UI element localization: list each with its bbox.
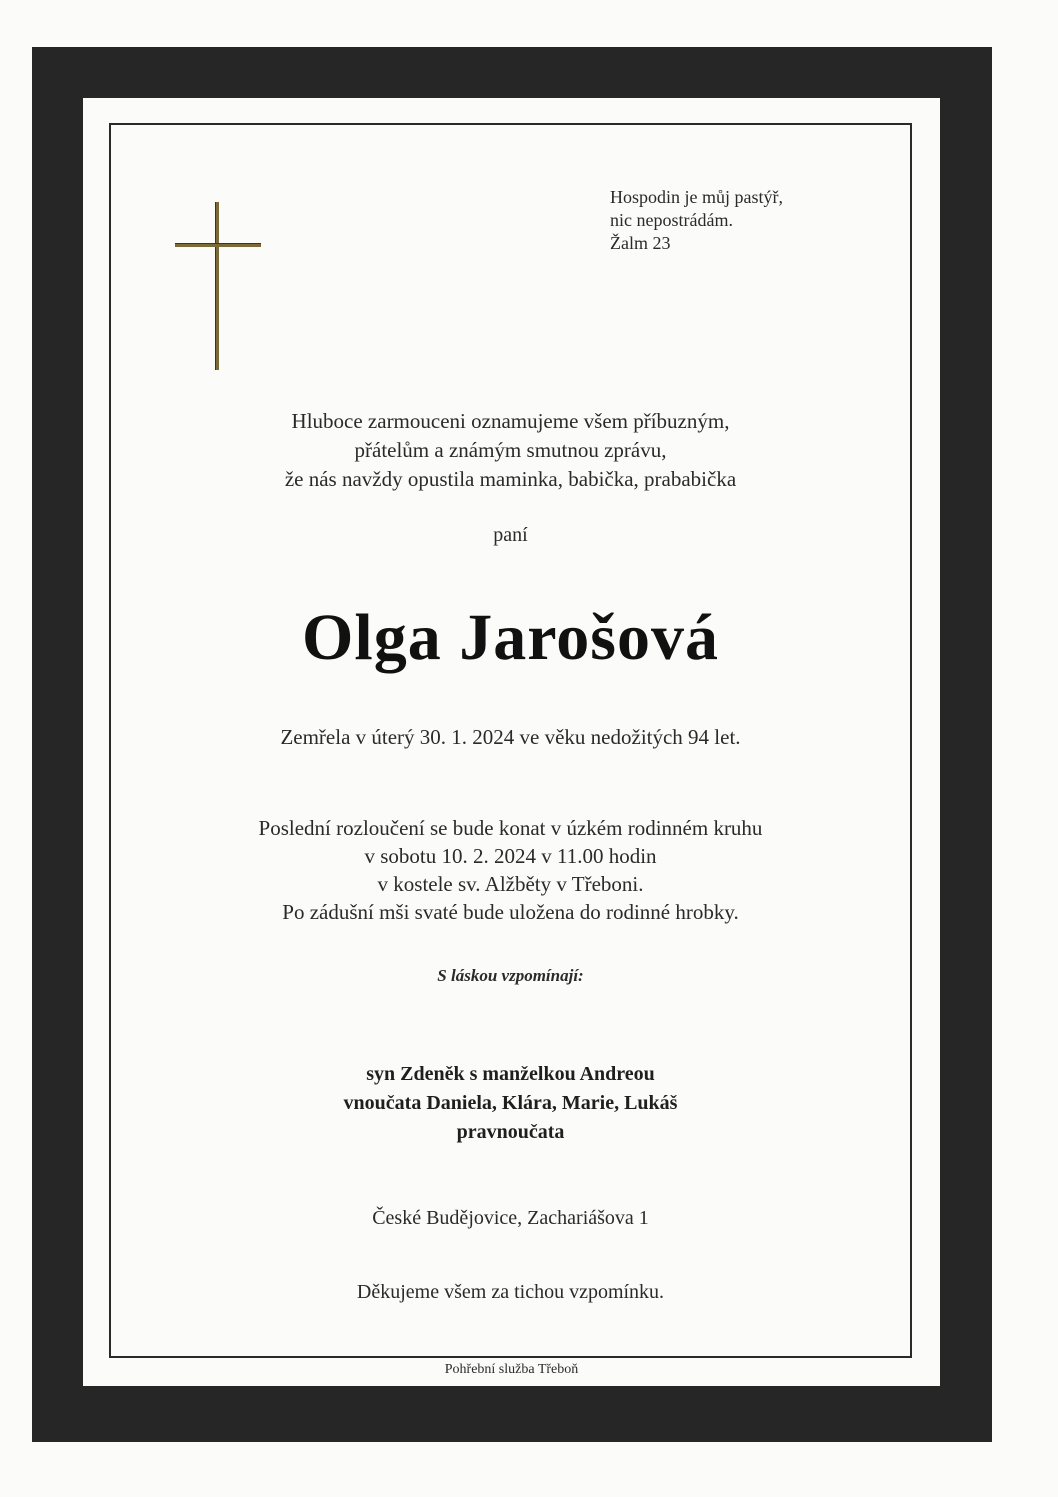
funeral-service-credit: Pohřební služba Třeboň [444,1362,579,1377]
family-list [111,1060,910,1147]
farewell-details [111,814,910,926]
psalm-line: nic nepostrádám. [610,210,733,230]
farewell-line: Po zádušní mši svaté bude uložena do rodinné hrobky. [282,900,739,924]
psalm-quote [610,186,870,255]
intro-line: že nás navždy opustila maminka, babička, prababička [284,467,737,491]
farewell-place: v kostele sv. Alžběty v Třeboni. [377,872,644,896]
family-line: syn Zdeněk s manželkou Andreou [366,1063,655,1085]
cross-icon [175,202,261,370]
psalm-line: Hospodin je můj pastýř, [610,187,783,207]
farewell-line: Poslední rozloučení se bude konat v úzkém rodinném kruhu [258,816,763,840]
title-word: paní [493,524,528,546]
remember-heading: S láskou vzpomínají: [437,966,584,985]
thanks-text: Děkujeme všem za tichou vzpomínku. [356,1281,665,1303]
address: České Budějovice, Zachariášova 1 [372,1207,649,1229]
death-notice: Zemřela v úterý 30. 1. 2024 ve věku nedožitých 94 let. [280,725,741,749]
deceased-name: Olga Jarošová [302,601,719,674]
intro-text [111,407,910,494]
family-line: vnoučata Daniela, Klára, Marie, Lukáš [343,1092,678,1114]
family-line: pravnoučata [456,1121,565,1143]
psalm-reference: Žalm 23 [610,233,671,253]
intro-line: Hluboce zarmouceni oznamujeme všem příbuzným, [291,409,730,433]
farewell-date: v sobotu 10. 2. 2024 v 11.00 hodin [364,844,657,868]
intro-line: přátelům a známým smutnou zprávu, [354,438,667,462]
